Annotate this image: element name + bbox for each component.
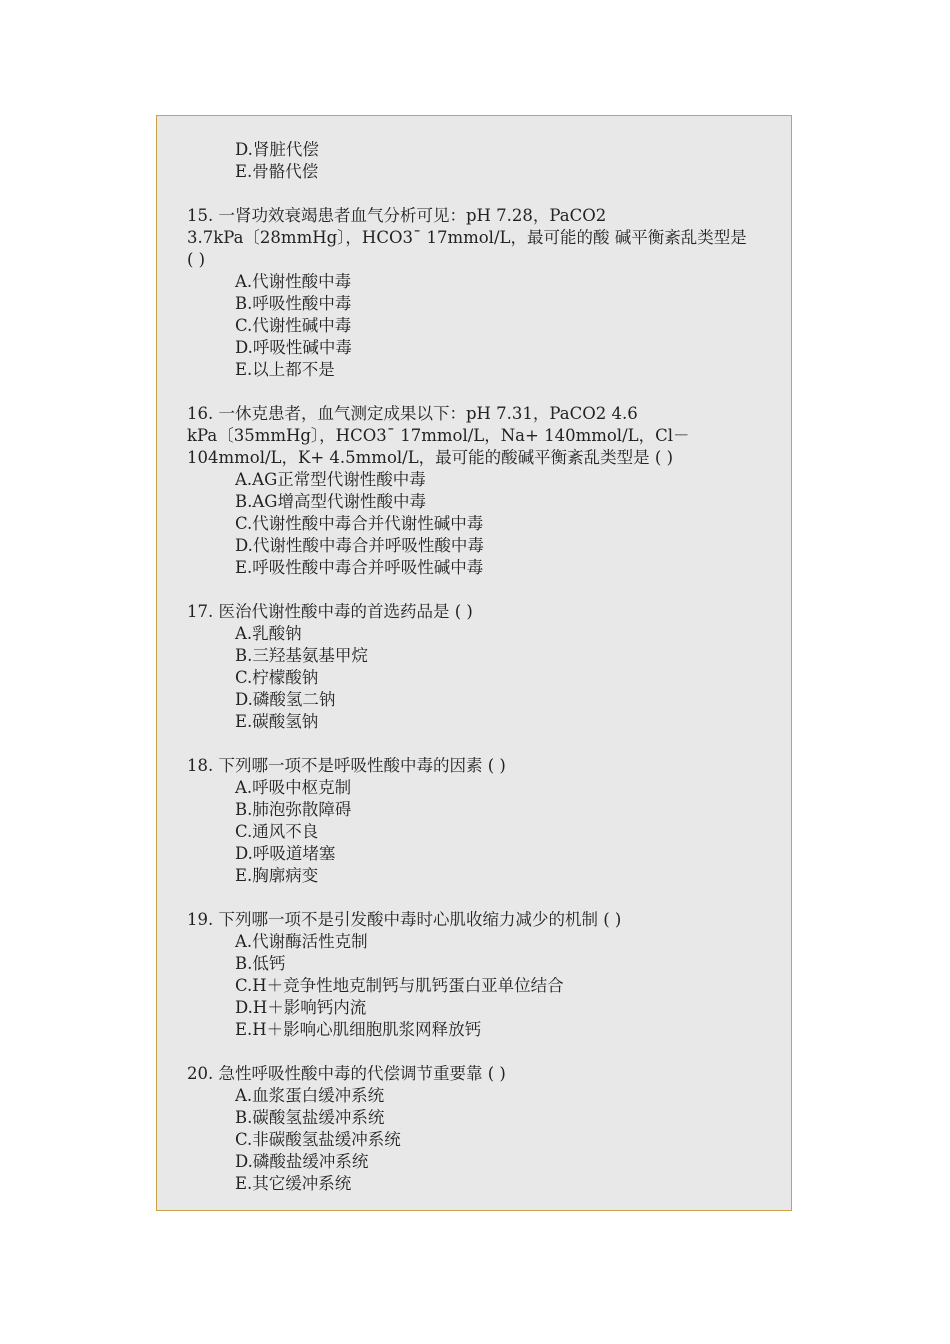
question-18 [187, 755, 783, 887]
option-line: C.代谢性酸中毒合并代谢性碱中毒 [235, 514, 484, 533]
option-line: E.骨骼代偿 [235, 162, 319, 181]
option-line: C.非碳酸氢盐缓冲系统 [235, 1130, 401, 1149]
question-list [187, 139, 783, 1195]
option-line: A.代谢性酸中毒 [235, 272, 352, 291]
option-line: B.AG增高型代谢性酸中毒 [235, 492, 426, 511]
question-stem: ( ) [187, 250, 206, 269]
option-line: D.磷酸盐缓冲系统 [235, 1152, 369, 1171]
option-line: E.呼吸性酸中毒合并呼吸性碱中毒 [235, 558, 484, 577]
option-line: D.代谢性酸中毒合并呼吸性酸中毒 [235, 536, 484, 555]
question-20 [187, 1063, 783, 1195]
option-line: C.代谢性碱中毒 [235, 316, 352, 335]
option-line: B.肺泡弥散障碍 [235, 800, 352, 819]
option-line: A.呼吸中枢克制 [235, 778, 352, 797]
option-line: D.H＋影响钙内流 [235, 998, 367, 1017]
option-line: C.柠檬酸钠 [235, 668, 319, 687]
option-line: A.代谢酶活性克制 [235, 932, 368, 951]
option-line: B.呼吸性酸中毒 [235, 294, 352, 313]
question-stem: 20. 急性呼吸性酸中毒的代偿调节重要靠 ( ) [187, 1064, 506, 1083]
option-line: C.通风不良 [235, 822, 319, 841]
option-line: D.呼吸性碱中毒 [235, 338, 352, 357]
question-stem: 104mmol/L，K+ 4.5mmol/L，最可能的酸碱平衡紊乱类型是 ( ) [187, 448, 674, 467]
question-15 [187, 205, 783, 381]
question-19 [187, 909, 783, 1041]
option-line: A.AG正常型代谢性酸中毒 [235, 470, 426, 489]
option-line: E.其它缓冲系统 [235, 1174, 352, 1193]
option-line: B.三羟基氨基甲烷 [235, 646, 368, 665]
question-stem: 16. 一休克患者，血气测定成果以下：pH 7.31，PaCO2 4.6 [187, 404, 638, 423]
question-stem: 15. 一肾功效衰竭患者血气分析可见：pH 7.28，PaCO2 [187, 206, 607, 225]
option-line: B.碳酸氢盐缓冲系统 [235, 1108, 385, 1127]
question-stem: kPa〔35mmHg〕，HCO3ˉ 17mmol/L，Na+ 140mmol/L，Cl－ [187, 426, 690, 445]
question-stem: 17. 医治代谢性酸中毒的首选药品是 ( ) [187, 602, 473, 621]
option-line: E.碳酸氢钠 [235, 712, 319, 731]
option-line: A.血浆蛋白缓冲系统 [235, 1086, 385, 1105]
option-line: C.H＋竞争性地克制钙与肌钙蛋白亚单位结合 [235, 976, 564, 995]
option-line: E.以上都不是 [235, 360, 335, 379]
question-stem: 18. 下列哪一项不是呼吸性酸中毒的因素 ( ) [187, 756, 506, 775]
question-17 [187, 601, 783, 733]
option-line: E.H＋影响心肌细胞肌浆网释放钙 [235, 1020, 482, 1039]
option-line: D.肾脏代偿 [235, 140, 319, 159]
question-panel [156, 115, 792, 1211]
option-line: D.磷酸氢二钠 [235, 690, 336, 709]
option-line: A.乳酸钠 [235, 624, 302, 643]
question-16 [187, 403, 783, 579]
option-line: D.呼吸道堵塞 [235, 844, 336, 863]
question-stem: 3.7kPa〔28mmHg〕，HCO3ˉ 17mmol/L，最可能的酸 碱平衡紊乱类型是 [187, 228, 747, 247]
option-line: E.胸廓病变 [235, 866, 319, 885]
question-stem: 19. 下列哪一项不是引发酸中毒时心肌收缩力减少的机制 ( ) [187, 910, 622, 929]
option-line: B.低钙 [235, 954, 286, 973]
